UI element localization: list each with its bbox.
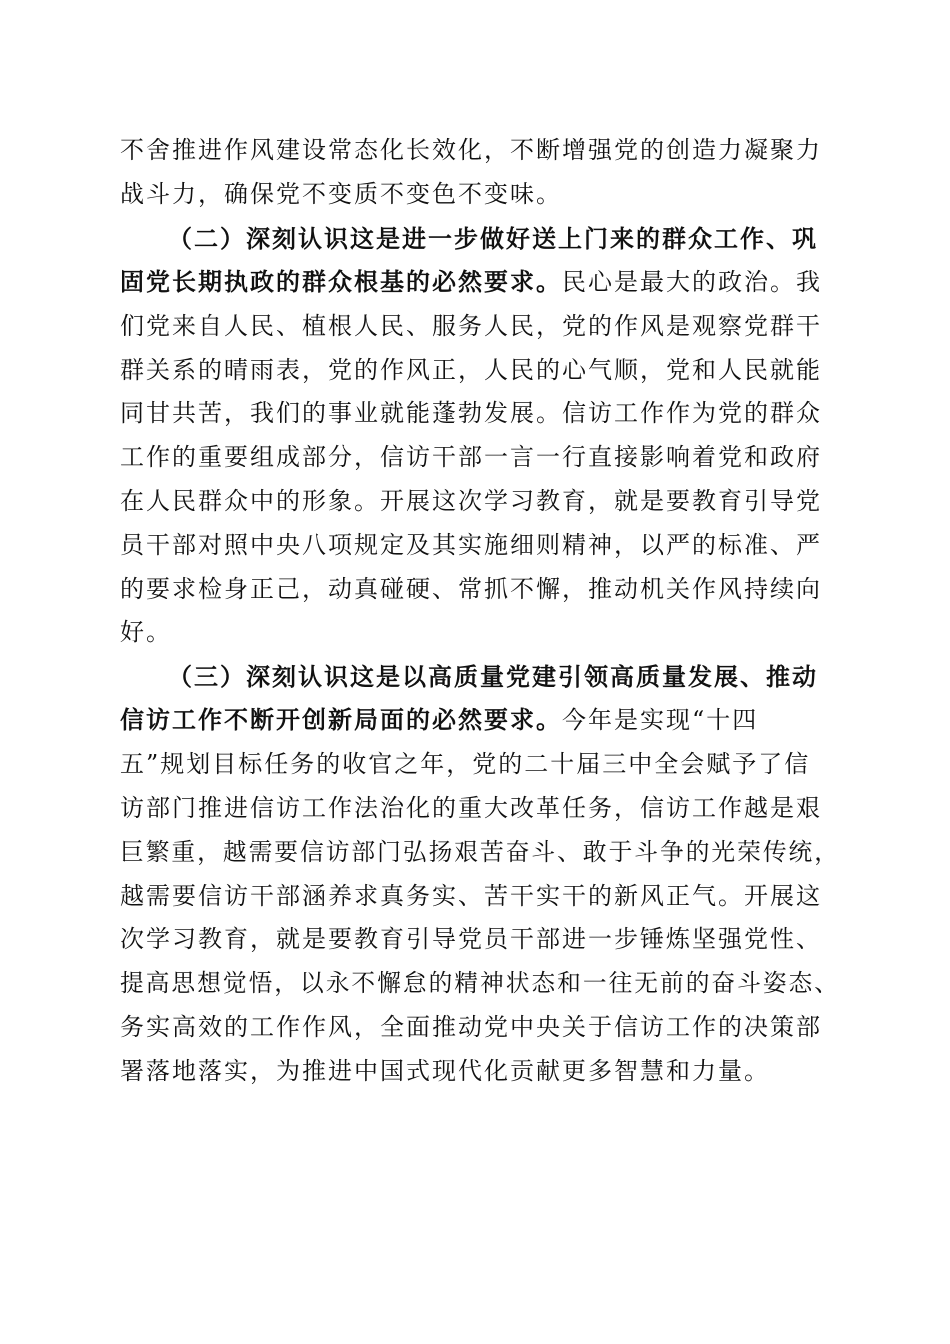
body-text: 们党来自人民、植根人民、服务人民，党的作风是观察党群干 [120, 312, 822, 340]
text-line [120, 1056, 770, 1086]
bold-heading-text: 信访工作不断开创新局面的必然要求。 [120, 705, 562, 734]
text-line [120, 179, 562, 209]
body-text: 工作的重要组成部分，信访干部一言一行直接影响着党和政府 [120, 443, 822, 471]
text-line [120, 837, 840, 867]
text-line [120, 311, 822, 341]
text-line [120, 968, 840, 998]
body-text: 次学习教育，就是要教育引导党员干部进一步锤炼坚强党性、 [120, 925, 822, 953]
bold-heading-text: 固党长期执政的群众根基的必然要求。 [120, 267, 562, 296]
text-line [168, 224, 818, 254]
text-line [120, 486, 822, 516]
text-line [120, 793, 822, 823]
text-line [120, 705, 758, 735]
body-text: 群关系的晴雨表，党的作风正，人民的心气顺，党和人民就能 [120, 356, 822, 384]
body-text: 越需要信访干部涵养求真务实、苦干实干的新风正气。开展这 [120, 882, 822, 910]
text-line [120, 530, 822, 560]
body-text: 务实高效的工作作风，全面推动党中央关于信访工作的决策部 [120, 1013, 822, 1041]
text-line [120, 355, 822, 385]
text-line [120, 881, 822, 911]
body-text: 的要求检身正己，动真碰硬、常抓不懈，推动机关作风持续向 [120, 575, 822, 603]
body-text: 巨繁重，越需要信访部门弘扬艰苦奋斗、敢于斗争的光荣传统， [120, 838, 840, 866]
body-text: 不舍推进作风建设常态化长效化，不断增强党的创造力凝聚力 [120, 136, 822, 164]
body-text: 今年是实现“十四 [562, 706, 759, 734]
text-line [120, 617, 172, 647]
body-text: 同甘共苦，我们的事业就能蓬勃发展。信访工作作为党的群众 [120, 399, 822, 427]
text-line [120, 749, 810, 779]
body-text: 五”规划目标任务的收官之年，党的二十届三中全会赋予了信 [120, 750, 811, 778]
text-line [120, 267, 822, 297]
text-line [120, 135, 822, 165]
text-line [120, 1012, 822, 1042]
bold-heading-text: （三）深刻认识这是以高质量党建引领高质量发展、推动 [168, 662, 818, 691]
body-text: 署落地落实，为推进中国式现代化贡献更多智慧和力量。 [120, 1057, 770, 1085]
body-text: 员干部对照中央八项规定及其实施细则精神，以严的标准、严 [120, 531, 822, 559]
body-text: 战斗力，确保党不变质不变色不变味。 [120, 180, 562, 208]
body-text: 在人民群众中的形象。开展这次学习教育，就是要教育引导党 [120, 487, 822, 515]
body-text: 好。 [120, 618, 172, 646]
text-line [168, 662, 818, 692]
text-line [120, 574, 822, 604]
body-text: 民心是最大的政治。我 [562, 268, 822, 296]
text-line [120, 924, 822, 954]
body-text: 提高思想觉悟，以永不懈怠的精神状态和一往无前的奋斗姿态、 [120, 969, 840, 997]
text-line [120, 398, 822, 428]
body-text: 访部门推进信访工作法治化的重大改革任务，信访工作越是艰 [120, 794, 822, 822]
bold-heading-text: （二）深刻认识这是进一步做好送上门来的群众工作、巩 [168, 224, 818, 253]
text-line [120, 442, 822, 472]
